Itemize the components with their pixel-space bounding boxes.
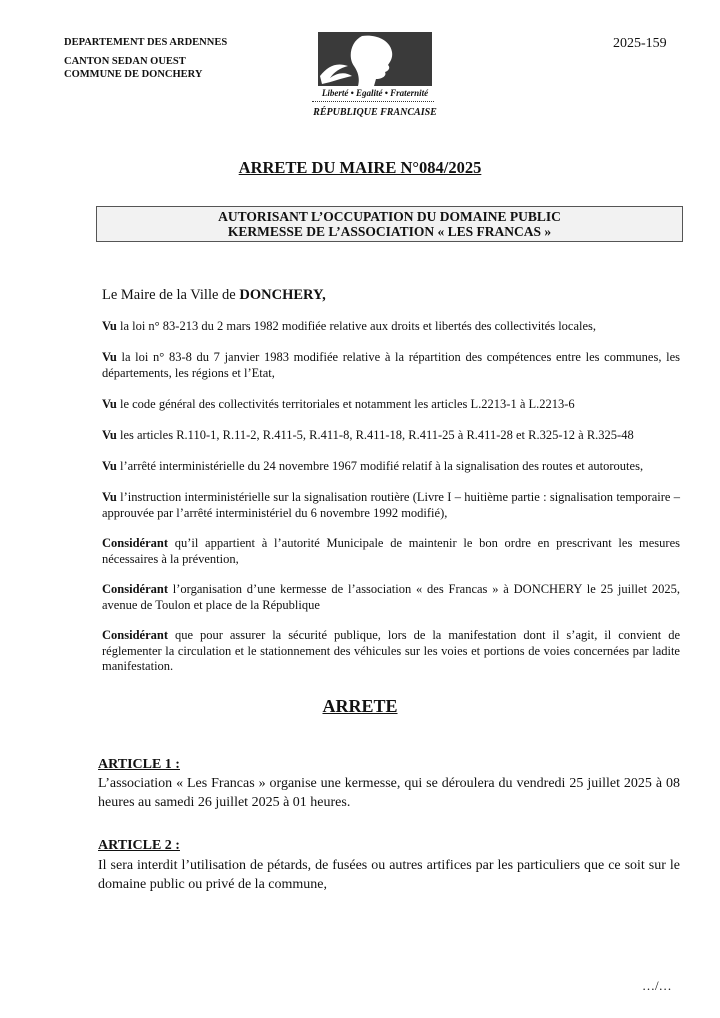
marianne-logo: [318, 32, 432, 86]
object-line-2: KERMESSE DE L’ASSOCIATION « LES FRANCAS »: [227, 224, 552, 239]
article-1-title: ARTICLE 1 :: [98, 757, 180, 772]
page-continuation: …/…: [642, 978, 672, 993]
consideration-item: Vu les articles R.110-1, R.11-2, R.411-5, R.411-8, R.411-18, R.411-25 à R.411-28 et R.325-12 à R.325-48: [102, 428, 634, 442]
commune-label: COMMUNE DE DONCHERY: [64, 69, 203, 80]
mayor-intro: [102, 287, 326, 304]
issuer-block: [64, 36, 227, 81]
consideration-item: Vu l’instruction interministérielle sur la signalisation routière (Livre I – huitième partie : signalisation temporaire – approuvée par l’arrêté interministériel du 6 novembre 1992 modifié),: [102, 490, 680, 520]
consideration-item: Considérant qu’il appartient à l’autorité Municipale de maintenir le bon ordre en prescrivant les mesures nécessaires à la prévention,: [102, 536, 680, 566]
article-2-body: Il sera interdit l’utilisation de pétards, de fusées ou autres artifices par les particuliers que ce soit sur le domaine public ou privé de la commune,: [98, 858, 680, 892]
republic-motto: Liberté • Egalité • Fraternité: [321, 88, 429, 98]
republic-label: RÉPUBLIQUE FRANCAISE: [313, 107, 437, 118]
decree-object-box: [96, 206, 683, 242]
consideration-item: Vu la loi n° 83-8 du 7 janvier 1983 modifiée relative à la répartition des compétences entre les communes, les départements, les régions et l’Etat,: [102, 350, 680, 380]
consideration-item: Vu le code général des collectivités territoriales et notamment les articles L.2213-1 à L.2213-6: [102, 397, 575, 411]
reference-number: 2025-159: [613, 36, 667, 51]
intro-town: DONCHERY,: [239, 287, 326, 303]
consideration-item: Considérant que pour assurer la sécurité publique, lors de la manifestation dont il s’agit, il convient de réglementer la circulation et le stationnement des véhicules sur les voies et portions de voies concernées par ladite manifestation.: [102, 628, 680, 673]
consideration-item: Considérant l’organisation d’une kermesse de l’association « des Francas » à DONCHERY le 25 juillet 2025, avenue de Toulon et place de la République: [102, 582, 680, 612]
article-2-title: ARTICLE 2 :: [98, 838, 180, 853]
department-label: DEPARTEMENT DES ARDENNES: [64, 37, 228, 48]
separator: [312, 101, 434, 102]
canton-label: CANTON SEDAN OUEST: [64, 56, 186, 67]
decree-title: ARRETE DU MAIRE N°084/2025: [238, 158, 482, 177]
article-1-body: L’association « Les Francas » organise une kermesse, qui se déroulera du vendredi 25 juillet 2025 à 08 heures au samedi 26 juillet 2025 à 01 heures.: [98, 776, 680, 810]
marianne-profile-icon: [318, 32, 432, 86]
object-line-1: AUTORISANT L’OCCUPATION DU DOMAINE PUBLIC: [218, 209, 561, 224]
consideration-item: Vu la loi n° 83-213 du 2 mars 1982 modifiée relative aux droits et libertés des collectivités locales,: [102, 319, 597, 333]
arrete-heading: ARRETE: [322, 696, 398, 716]
consideration-item: Vu l’arrêté interministérielle du 24 novembre 1967 modifié relatif à la signalisation des routes et autoroutes,: [102, 459, 644, 473]
intro-prefix: Le Maire de la Ville de: [102, 287, 240, 303]
